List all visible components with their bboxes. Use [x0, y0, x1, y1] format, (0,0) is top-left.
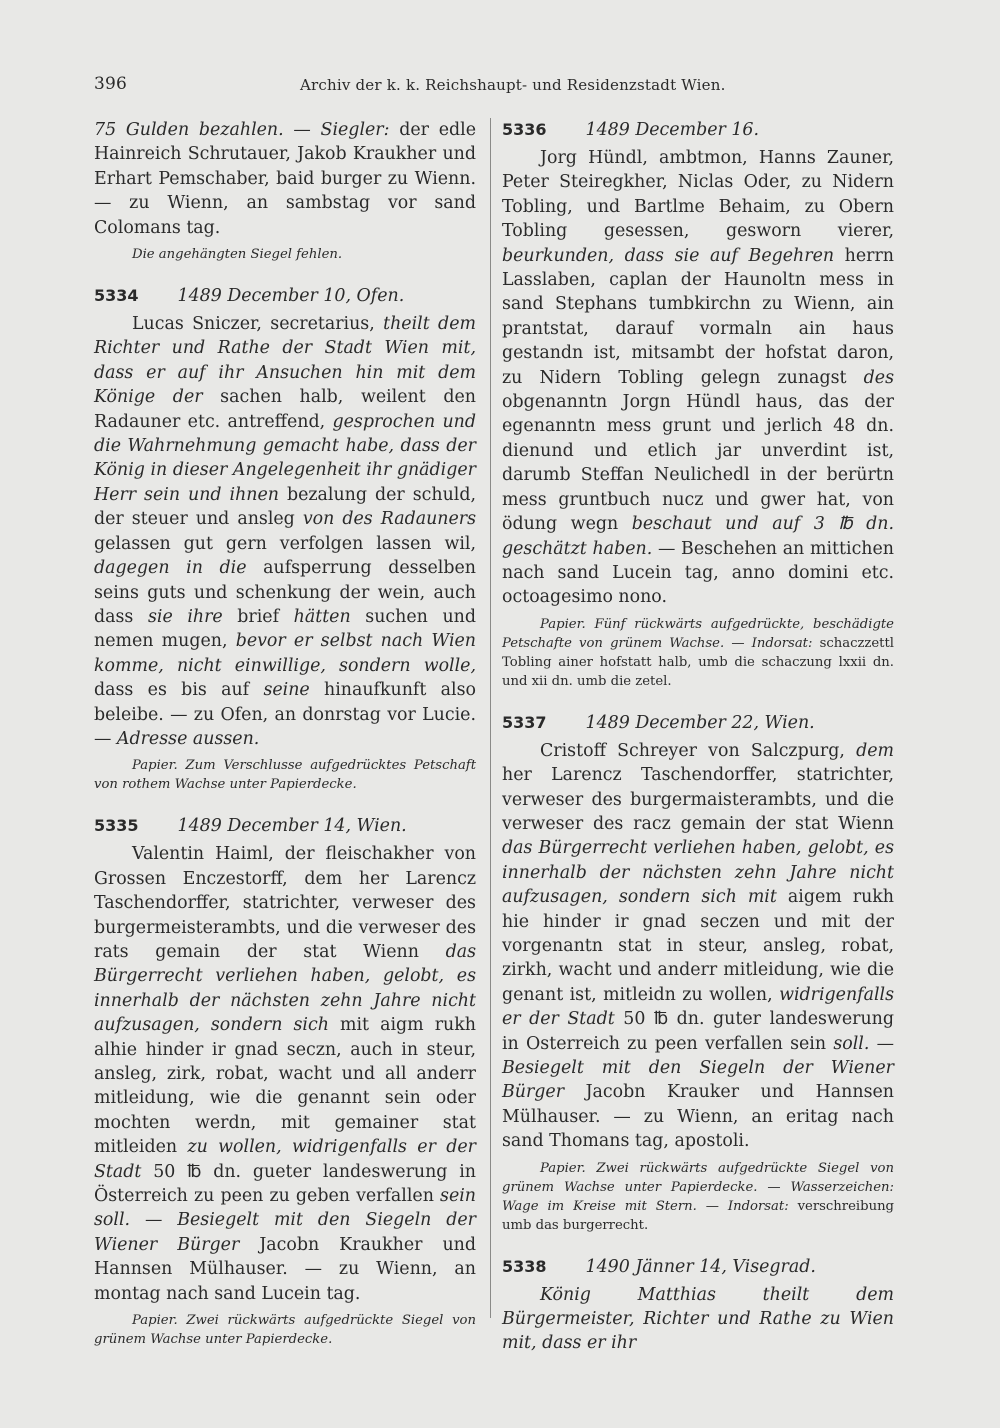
text-run: mit aigm rukh alhie hinder ir gnad seczn, auch in steur, ansleg, zirk, robat, wacht und all anderr mitleidung, wie die genannt sein oder mochten werdn, mit gemainer stat mitleiden — [94, 1015, 476, 1158]
entry-date: 1489 December 16. — [585, 120, 759, 140]
text-run: hinaufkunft also beleibe. — zu Ofen, an donrstag vor Lucie. — — [94, 680, 476, 749]
entry-body — [94, 118, 476, 240]
text-run: aufsperrung desselben seins guts und schenkung der wein, auch dass — [94, 558, 476, 627]
italic-run: das Bürgerrecht verliehen haben, gelobt, es innerhalb der nächsten zehn Jahre nicht aufzusagen, sondern sich — [94, 941, 476, 1036]
italic-run: das Bürgerrecht verliehen haben, gelobt, es innerhalb der nächsten zehn Jahre nicht aufzusagen, sondern sich mit — [502, 838, 894, 908]
entry-date: 1489 December 22, Wien. — [585, 712, 815, 733]
text-run: Valentin Haiml, der fleischakher von Grossen Enczestorff, dem her Larencz Taschendorffer, statrichter, verweser des burgermeisterambts, und die verweser des rats gemain der stat Wienn — [94, 844, 476, 962]
italic-run: König Matthias theilt dem Bürgermeister, Richter und Rathe zu Wien mit, dass er ihr — [502, 1284, 894, 1354]
entry-note — [94, 1311, 476, 1349]
left-column — [94, 118, 476, 1349]
entry-date: 1489 December 10, Ofen. — [177, 286, 405, 307]
italic-run: Papier. Zum Verschlusse aufgedrücktes Petschaft von rothem Wachse unter Papierdecke. — [94, 758, 476, 793]
entry-body — [502, 1283, 894, 1356]
text-run: sachen halb, weilent den Radauner etc. antreffend, — [94, 387, 476, 432]
entry-note — [502, 615, 894, 691]
entry-note — [502, 1159, 894, 1235]
text-run: dass es bis auf — [94, 680, 264, 701]
entry-number: 5335 — [94, 816, 139, 836]
italic-run: Papier. Zwei rückwärts aufgedrückte Siegel von grünem Wachse unter Papierdecke. — [94, 1313, 476, 1348]
right-column — [502, 118, 894, 1356]
entry-heading — [94, 284, 476, 308]
entry-5335 — [94, 814, 476, 1349]
italic-run: gesprochen und die Wahrnehmung gemacht habe, dass der König in dieser Angelegenheit ihr gnädiger Herr sein und ihnen — [94, 411, 476, 505]
text-run: gelassen gut gern verfolgen lassen wil, — [94, 533, 476, 554]
entry-number: 5334 — [94, 286, 139, 306]
italic-run: soll. — Besiegelt mit den Siegeln der Wiener Bürger — [502, 1033, 895, 1103]
text-run: der edle Hainreich Schrutauer, Jakob Kraukher und Erhart Pemschaber, baid burger zu Wienn. — zu Wienn, an sambstag vor sand Colomans tag. — [94, 120, 476, 238]
italic-run: seine — [263, 680, 310, 701]
entry-number: 5338 — [502, 1256, 547, 1276]
entry-body — [502, 739, 894, 1154]
italic-run: dem — [856, 740, 894, 761]
italic-run: bevor er selbst nach Wien komme, nicht einwillige, sondern wolle, — [94, 631, 476, 676]
entry-body — [94, 312, 476, 751]
entry-5338 — [502, 1255, 894, 1356]
italic-run: hätten — [293, 606, 351, 627]
entry-heading — [502, 118, 894, 142]
entry-date: 1489 December 14, Wien. — [177, 816, 407, 837]
italic-run: Die angehängten Siegel fehlen. — [132, 247, 343, 263]
italic-run: Papier. Zwei rückwärts aufgedrückte Siegel von grünem Wachse unter Papierdecke. — Wasserzeichen: Wage im Kreise mit Stern. — Indorsat: — [502, 1160, 894, 1214]
italic-run: Adresse aussen. — [116, 728, 260, 749]
italic-run: des — [863, 367, 894, 388]
italic-run: beschaut und auf 3 ℔ dn. geschätzt haben. — [502, 514, 894, 559]
entry-heading — [502, 711, 894, 735]
text-run: — Beschehen an mittichen nach sand Lucein tag, anno domini etc. octoagesimo nono. — [502, 538, 894, 608]
italic-run: beurkunden, dass sie auf Begehren — [502, 245, 835, 266]
text-run: herrn Lasslaben, caplan der Haunoltn mess in sand Stephans tumbkirchn zu Wienn, ain prantstat, darauf vormaln ain haus gestandn ist, mitsambt der hofstat daron, zu Nidern Tobling gelegn zunagst — [502, 245, 894, 388]
text-run: Jacobn Krauker und Hannsen Mülhauser. — zu Wienn, an eritag nach sand Thomans tag, apostoli. — [502, 1082, 894, 1152]
text-run: brief — [222, 606, 294, 627]
entry-body — [502, 146, 894, 610]
text-run: aigem rukh hie hinder ir gnad seczen und mit der vorgenantn stat in steur, ansleg, robat, zirkh, wacht und anderr mitleidung, wie die genant ist, mitleidn zu wollen, — [502, 887, 895, 1005]
italic-run: 75 Gulden bezahlen. — Siegler: — [94, 120, 390, 140]
text-run: Cristoff Schreyer von Salczpurg, — [540, 740, 857, 761]
entry-5334 — [94, 284, 476, 794]
text-run: Jorg Hündl, ambtmon, Hanns Zauner, Peter Steiregkher, Niclas Oder, zu Nidern Tobling, und Bartlme Behaim, zu Obern Tobling gesessen, gesworn vierer, — [502, 148, 894, 242]
entry-heading — [94, 814, 476, 838]
italic-run: theilt dem Richter und Rathe der Stadt Wien mit, dass er auf ihr Ansuchen hin mit dem Könige der — [94, 314, 476, 408]
text-run: schaczzettl Tobling ainer hofstatt halb, umb die schaczung lxxii dn. und xii dn. umb die zetel. — [502, 635, 895, 689]
italic-run: widrigenfalls er der Stadt — [502, 984, 894, 1030]
entry-number: 5336 — [502, 120, 547, 139]
column-divider — [490, 118, 491, 1318]
entry-number: 5337 — [502, 712, 547, 732]
entry-heading — [502, 1255, 894, 1279]
entry-date: 1490 Jänner 14, Visegrad. — [585, 1256, 816, 1277]
page-header — [94, 74, 894, 104]
text-run: her Larencz Taschendorffer, statrichter, verweser des burgermaisterambts, und die verweser des racz gemain der stat Wienn — [502, 765, 894, 834]
entry-body — [94, 842, 476, 1306]
entry-5337 — [502, 711, 894, 1235]
entry-note — [94, 756, 476, 794]
text-run: suchen und nemen mugen, — [94, 606, 476, 652]
page-number: 396 — [94, 74, 128, 94]
italic-run: zu wollen, widrigenfalls er der Stadt — [94, 1137, 476, 1182]
text-run: obgenanntn Jorgn Hündl haus, das der egenanntn mess grunt und jerlich 48 dn. dienund und etlich jar unverdint ist, darumb Steffan Neulichedl in der berürtn mess gruntbuch nucz und gwer hat, von ödung wegn — [502, 392, 894, 535]
entry-continuation — [94, 118, 476, 264]
text-run: verschreibung umb das burgerrecht. — [502, 1198, 895, 1233]
text-run: Lucas Sniczer, secretarius, — [132, 314, 384, 335]
italic-run: von des Radauners — [302, 509, 476, 530]
italic-run: sie ihre — [147, 606, 223, 627]
italic-run: dagegen in die — [94, 558, 247, 579]
text-run: bezalung der schuld, der steuer und ansleg — [94, 484, 476, 530]
text-run: 50 ℔ dn. gueter landeswerung in Österreich zu peen zu geben verfallen — [94, 1161, 476, 1207]
running-title: Archiv der k. k. Reichshaupt- und Residenzstadt Wien. — [300, 76, 726, 94]
entry-5336 — [502, 118, 894, 691]
entry-note — [94, 245, 476, 264]
italic-run: Papier. Fünf rückwärts aufgedrückte, beschädigte Petschafte von grünem Wachse. — Indorsat: — [502, 616, 894, 651]
text-run: 50 ℔ dn. guter landeswerung in Osterreich zu peen verfallen sein — [502, 1009, 894, 1054]
italic-run: sein soll. — Besiegelt mit den Siegeln der Wiener Bürger — [94, 1186, 476, 1255]
text-run: Jacobn Kraukher und Hannsen Mülhauser. — zu Wienn, an montag nach sand Lucein tag. — [94, 1234, 477, 1304]
